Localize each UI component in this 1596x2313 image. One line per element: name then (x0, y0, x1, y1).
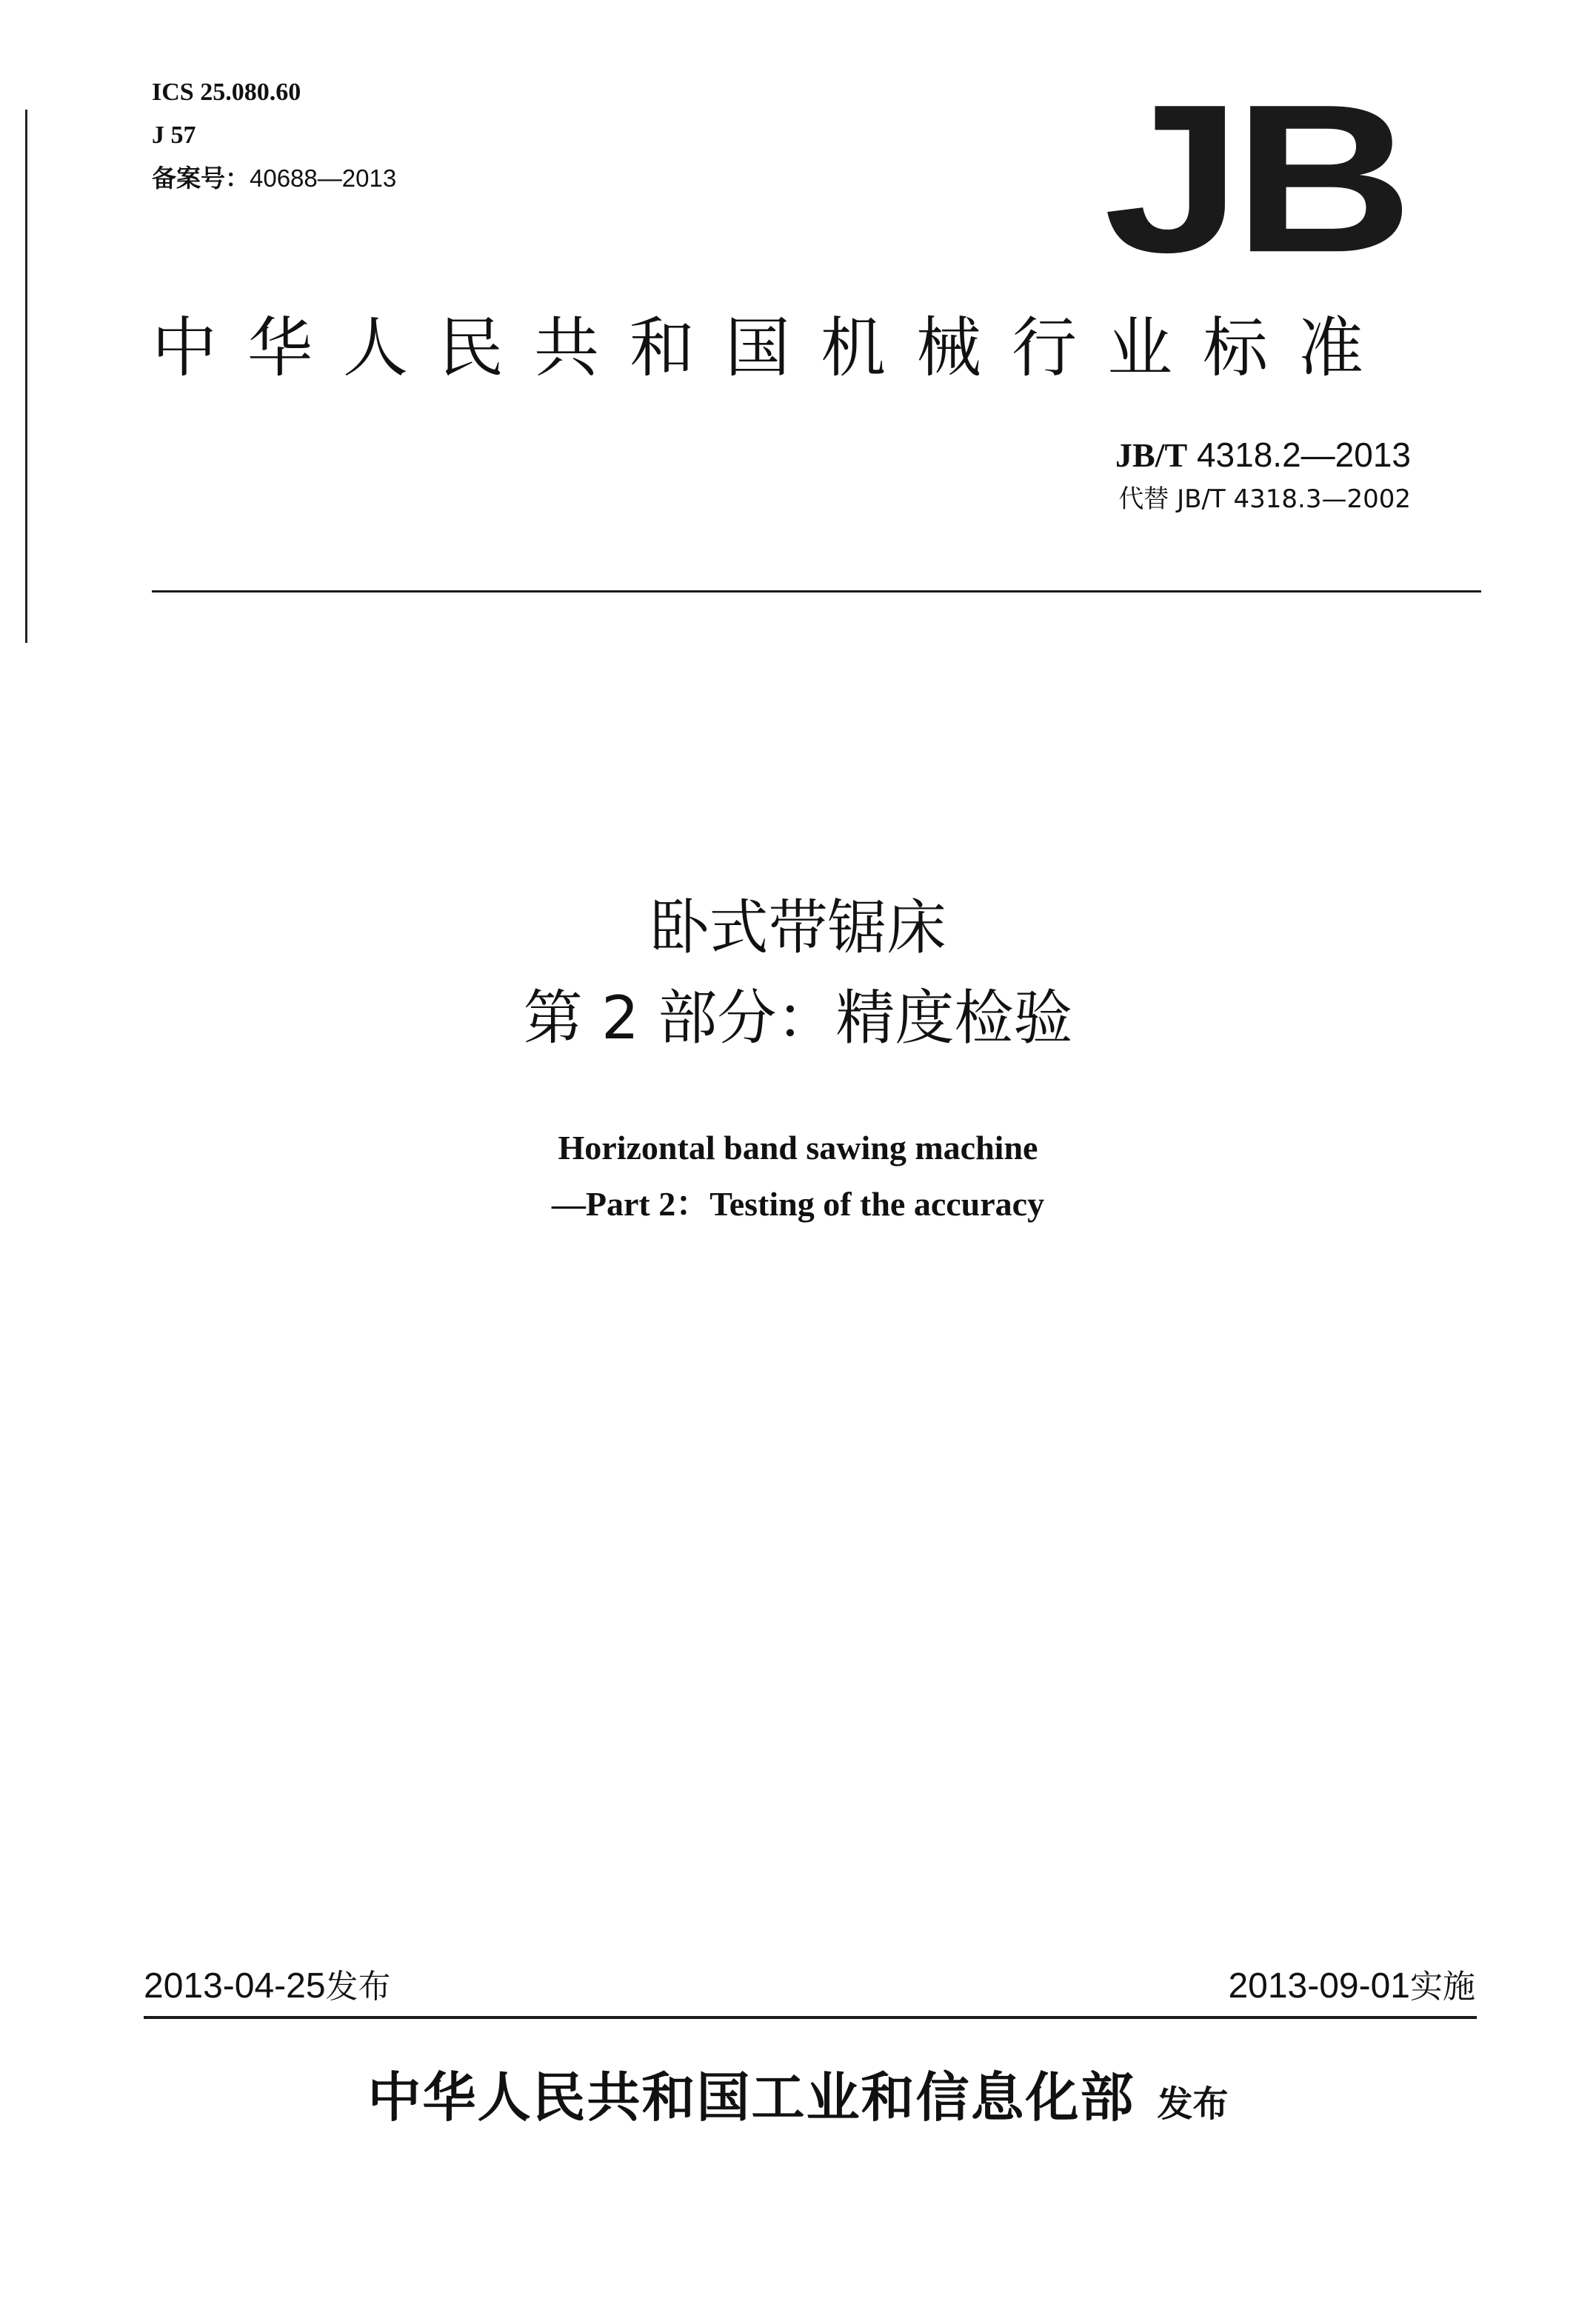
record-label: 备案号： (152, 164, 250, 193)
ccs-code: J 57 (152, 121, 196, 149)
standard-number-value: 4318.2—2013 (1187, 435, 1411, 474)
ics-code: ICS 25.080.60 (152, 79, 301, 106)
standard-number (1115, 434, 1411, 476)
issue-date-value: 2013-04-25 (144, 1966, 326, 2006)
implementation-date-value: 2013-09-01 (1228, 1966, 1410, 2006)
english-title-line-2: —Part 2：Testing of the accuracy (551, 1185, 1045, 1223)
english-title (0, 1120, 1596, 1232)
standard-number-prefix: JB/T (1115, 436, 1188, 474)
issue-date-suffix: 发布 (325, 1968, 391, 2006)
chinese-title (0, 883, 1596, 1064)
record-value: 40688—2013 (250, 164, 397, 192)
classification-block (152, 71, 396, 200)
implementation-date-suffix: 实施 (1410, 1968, 1475, 2006)
footer-divider (144, 2016, 1477, 2019)
record-number (152, 157, 396, 200)
chinese-title-line-2: 第 2 部分：精度检验 (523, 984, 1073, 1052)
english-title-line-1: Horizontal band sawing machine (558, 1129, 1038, 1166)
issuer-suffix: 发布 (1157, 2083, 1229, 2125)
replaces-standard: 代替 JB/T 4318.3—2002 (1118, 484, 1411, 514)
jb-logo: JB (1103, 59, 1406, 297)
chinese-title-line-1: 卧式带锯床 (650, 893, 946, 962)
implementation-date (1228, 1963, 1475, 2011)
issue-date (144, 1963, 391, 2011)
header-divider (152, 590, 1481, 593)
binding-line (25, 110, 27, 643)
issuing-authority (0, 2060, 1596, 2141)
issuer-name: 中华人民共和国工业和信息化部 (367, 2066, 1135, 2129)
standard-category-title: 中华人民共和国机械行业标准 (152, 310, 1395, 386)
